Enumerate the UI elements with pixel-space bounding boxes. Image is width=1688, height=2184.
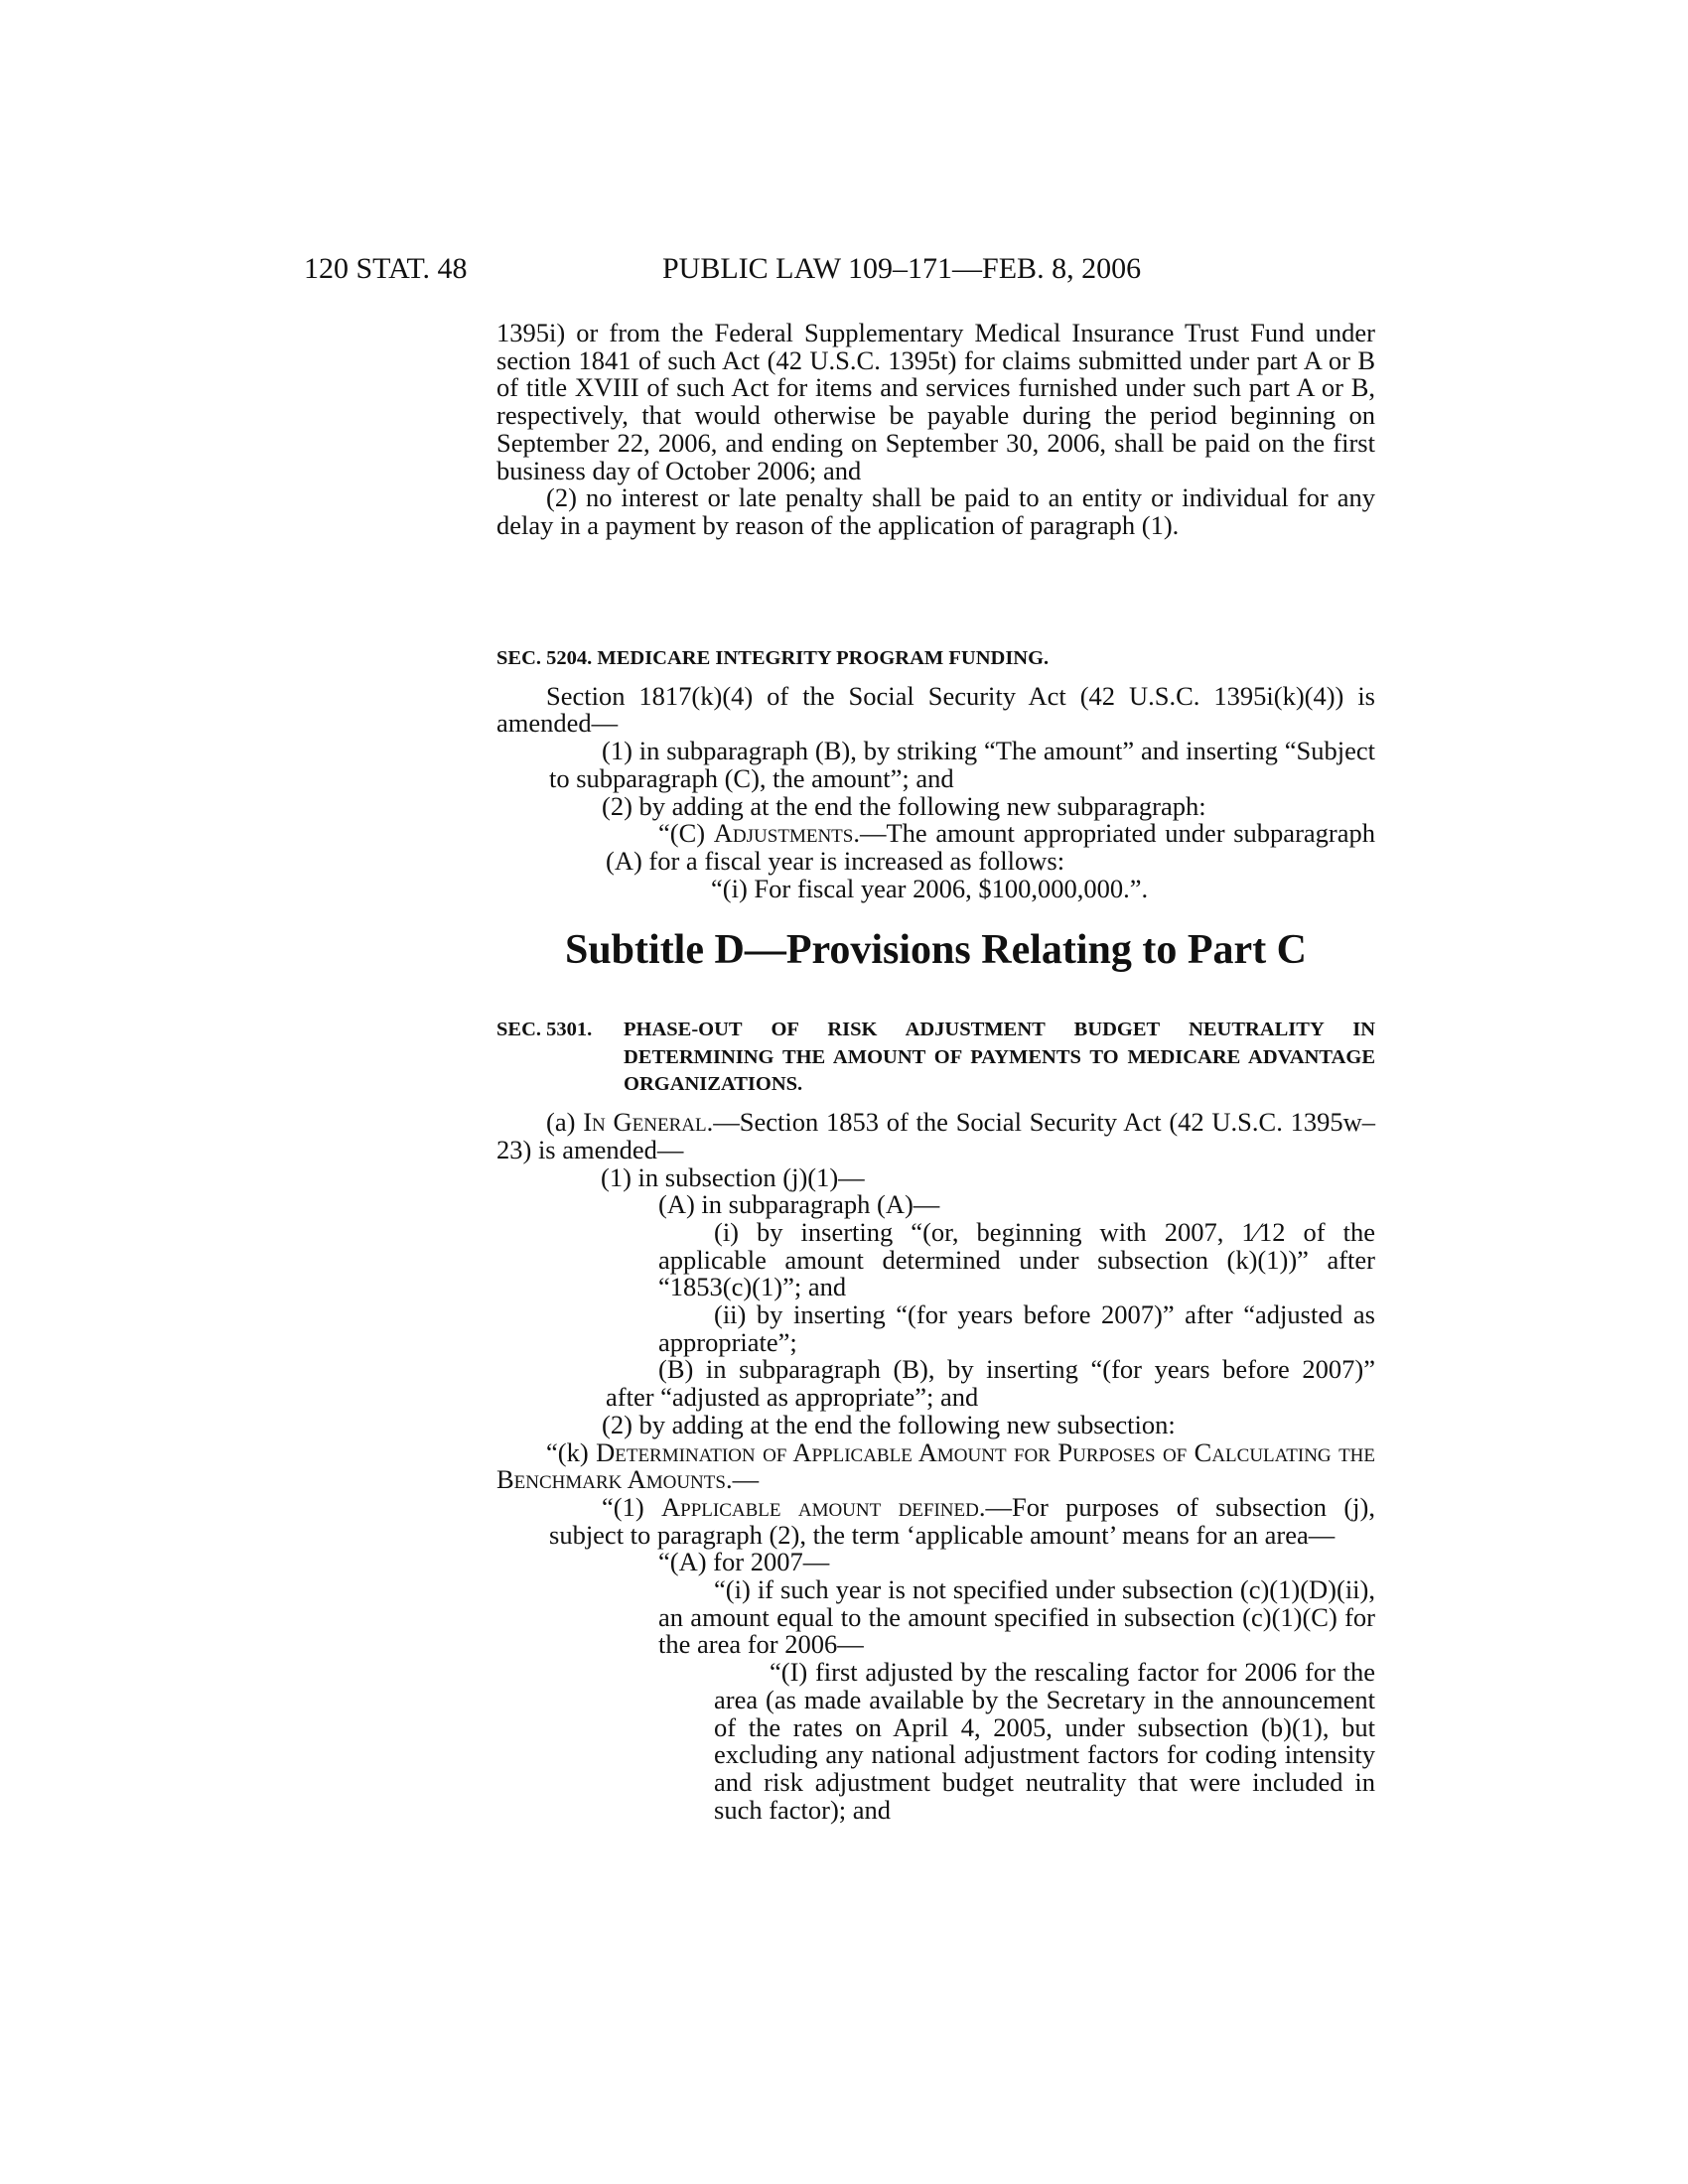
subsection-a (496, 1109, 1375, 1163)
item-2: (2) by adding at the end the following new subsection: (602, 1409, 1176, 1439)
subsection-k (496, 1436, 1375, 1495)
subparagraph-c-lead: “(C) (658, 818, 714, 849)
subsection-k-heading: Determination of Applicable Amount for Purposes of Calculating the Benchmark Amounts (496, 1436, 1375, 1495)
subsection-k-lead: “(k) (546, 1436, 597, 1467)
section-5204 (496, 645, 1375, 902)
paragraph-k-1 (496, 1491, 1375, 1550)
item-1: (1) in subsection (j)(1)— (601, 1161, 865, 1192)
item-1-a-i: (i) by inserting “(or, beginning with 2007, 1⁄12 of the applicable amount determined under subsection (k)(1))” after “1853(c)(1)”; and (658, 1216, 1375, 1302)
subsection-a-text: .—Section 1853 of the Social Security Act (42 U.S.C. 1395w–23) is amended— (496, 1107, 1375, 1164)
continuation-block (496, 320, 1375, 540)
clause-i: “(i) For fiscal year 2006, $100,000,000.”. (711, 873, 1149, 903)
paragraph-k-1-text: .—For purposes of subsection (j), subject to paragraph (2), the term ‘applicable amount’ means for an area— (549, 1491, 1375, 1550)
section-heading: SEC. 5204. MEDICARE INTEGRITY PROGRAM FUNDING. (496, 647, 1050, 669)
subparagraph-k-1-a: “(A) for 2007— (658, 1547, 830, 1577)
running-header: PUBLIC LAW 109–171—FEB. 8, 2006 (662, 252, 1142, 285)
subtitle-heading: Subtitle D—Provisions Relating to Part C (564, 927, 1308, 973)
subsection-k-text: .— (725, 1464, 760, 1495)
subclause-k-1-a-i-I: “(I) first adjusted by the rescaling factor for 2006 for the area (as made available by the Secretary in the announcement of the rates on April 4, 2005, under subsection (b)(1), but excluding any national adjustment factors for coding intensity and risk adjustment budget neutrality that were included in such factor); and (714, 1657, 1375, 1825)
paragraph-k-1-lead: “(1) (602, 1491, 662, 1522)
section-heading (496, 1017, 1375, 1099)
section-title: PHASE-OUT OF RISK ADJUSTMENT BUDGET NEUTRALITY IN DETERMINING THE AMOUNT OF PAYMENTS TO MEDICARE ADVANTAGE ORGANIZATIONS. (624, 1019, 1375, 1096)
subsection-a-heading: In General (583, 1107, 707, 1138)
clause-k-1-a-i: “(i) if such year is not specified under subsection (c)(1)(D)(ii), an amount equal to the amount specified in subsection (c)(1)(C) for the area for 2006— (658, 1574, 1375, 1660)
page-number-header: 120 STAT. 48 (304, 252, 468, 285)
item-1-b: (B) in subparagraph (B), by inserting “(for years before 2007)” after “adjusted as appropriate”; and (606, 1354, 1375, 1413)
item-1-a: (A) in subparagraph (A)— (658, 1189, 940, 1220)
paragraph-k-1-heading: Applicable amount defined (661, 1491, 979, 1522)
subparagraph-c-heading: Adjustments (713, 818, 854, 849)
section-number: SEC. 5301. (496, 1019, 593, 1040)
item-1: (1) in subparagraph (B), by striking “The amount” and inserting “Subject to subparagraph (C), the amount”; and (549, 736, 1375, 793)
subsection-a-lead: (a) (546, 1107, 584, 1138)
item-2: (2) by adding at the end the following new subparagraph: (602, 790, 1206, 821)
section-intro: Section 1817(k)(4) of the Social Security Act (42 U.S.C. 1395i(k)(4)) is amended— (496, 680, 1375, 739)
subparagraph-c (496, 820, 1375, 875)
subparagraph-c-text: .—The amount appropriated under subparagraph (A) for a fiscal year is increased as follows: (606, 818, 1375, 876)
paragraph-continuation: 1395i) or from the Federal Supplementary Medical Insurance Trust Fund under section 1841 of such Act (42 U.S.C. 1395t) for claims submitted under part A or B of title XVIII of such Act for items and services furnished under such part A or B, respectively, that would otherwise be payable during the period beginning on September 22, 2006, and ending on September 30, 2006, shall be paid on the first business day of October 2006; and (496, 318, 1375, 485)
item-1-a-ii: (ii) by inserting “(for years before 2007)” after “adjusted as appropriate”; (658, 1299, 1375, 1357)
section-5301 (496, 1017, 1375, 1824)
paragraph-2: (2) no interest or late penalty shall be paid to an entity or individual for any delay in a payment by reason of the application of paragraph (1). (496, 482, 1375, 540)
